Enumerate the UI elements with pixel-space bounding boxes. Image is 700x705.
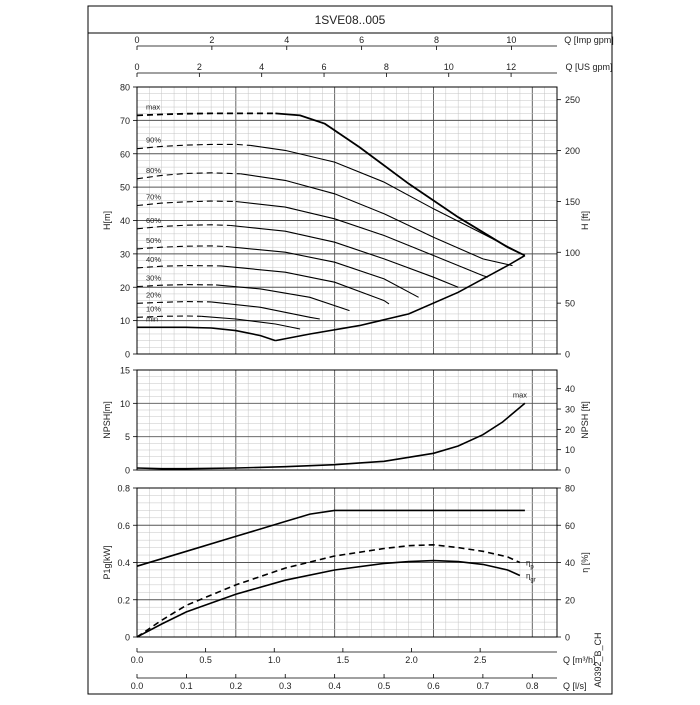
npsh-panel [102, 366, 590, 476]
power-left-tick-label: 0 [124, 632, 130, 643]
head-series-label-60pct: 60% [146, 215, 162, 225]
head-ylabel: H[m] [102, 211, 112, 230]
head-series-label-70pct: 70% [146, 192, 162, 202]
head-series-20pct-line [211, 302, 320, 319]
power-series-gr-line [137, 561, 520, 637]
head-top-tick-label: 10 [506, 35, 517, 45]
power-series-label-gr: $\eta_{gr}$ [525, 571, 536, 584]
npsh-left-tick-label: 10 [119, 398, 130, 409]
npsh-series-max-line [137, 403, 525, 468]
power-bottom-tick-label: 0.4 [328, 681, 341, 691]
npsh-grid [137, 370, 557, 470]
power-bottom-tick-label: 0.0 [130, 655, 144, 665]
power-right-tick-label: 0 [565, 632, 571, 643]
head-top-tick-label: 4 [284, 35, 290, 45]
head-series-label-40pct: 40% [146, 254, 162, 264]
power-ylabel-right: η [%] [580, 552, 590, 573]
npsh-right-tick-label: 0 [565, 465, 571, 476]
power-bottom-tick-label: 0.0 [130, 681, 144, 691]
npsh-ylabel-right: NPSH [ft] [580, 401, 590, 439]
head-top-axis-label: Q [Imp gpm] [564, 35, 614, 45]
chart-title: 1SVE08..005 [314, 13, 386, 27]
power-series-label-p: $\eta_p$ [525, 558, 534, 571]
power-right-tick-label: 80 [565, 483, 576, 494]
power-bottom-axis-label: Q [l/s] [563, 681, 587, 691]
npsh-ylabel: NPSH[m] [102, 401, 112, 439]
head-top-tick-label: 4 [259, 62, 265, 72]
power-bottom-axis-label: Q [m³/h] [563, 655, 596, 665]
npsh-right-tick-label: 40 [565, 384, 576, 395]
head-left-tick-label: 0 [124, 349, 130, 360]
side-code-label: A0392_B_CH [593, 632, 603, 688]
head-top-axis-label: Q [US gpm] [565, 62, 613, 72]
power-bottom-tick-label: 2.5 [473, 655, 487, 665]
head-left-tick-label: 30 [119, 249, 130, 260]
head-series-label-10pct: 10% [146, 304, 162, 314]
figure-frame [88, 6, 612, 694]
power-bottom-tick-label: 0.2 [229, 681, 243, 691]
head-ylabel-right: H [ft] [580, 210, 590, 231]
head-left-tick-label: 70 [119, 115, 130, 126]
head-top-tick-label: 2 [196, 62, 202, 72]
head-grid [137, 87, 557, 354]
npsh-series-label-max: max [512, 390, 528, 400]
head-top-tick-label: 0 [134, 35, 140, 45]
head-series-label-20pct: 20% [146, 290, 162, 300]
power-series-p-line [137, 545, 520, 637]
power-bottom-tick-label: 1.5 [336, 655, 350, 665]
power-bottom-tick-label: 0.1 [180, 681, 193, 691]
head-left-tick-label: 10 [119, 316, 130, 327]
head-series-label-max: max [146, 102, 161, 112]
head-right-tick-label: 0 [565, 349, 571, 360]
head-right-tick-label: 100 [565, 247, 581, 258]
head-top-tick-label: 6 [359, 35, 365, 45]
head-left-tick-label: 50 [119, 182, 130, 193]
head-series-30pct-dashed [137, 285, 216, 287]
head-right-tick-label: 50 [565, 298, 576, 309]
head-right-tick-label: 200 [565, 146, 581, 157]
head-series-label-50pct: 50% [146, 235, 162, 245]
panels-group [102, 35, 614, 691]
power-series-unnamed-line [137, 510, 525, 566]
power-ylabel: P1g[kW] [102, 545, 112, 580]
head-series-label-min: min [146, 314, 159, 324]
power-bottom-tick-label: 1.0 [267, 655, 281, 665]
power-right-tick-label: 60 [565, 520, 576, 531]
head-series-60pct-dashed [137, 225, 231, 229]
power-right-tick-label: 20 [565, 595, 576, 606]
head-series-label-80pct: 80% [146, 165, 162, 175]
head-series-70pct-line [236, 202, 488, 278]
npsh-right-tick-label: 30 [565, 404, 576, 415]
head-series-label-90pct: 90% [146, 135, 162, 145]
head-series-90pct-dashed [137, 144, 251, 148]
power-bottom-tick-label: 0.6 [427, 681, 440, 691]
power-left-tick-label: 0.4 [117, 558, 130, 568]
head-right-tick-label: 150 [565, 196, 581, 207]
npsh-left-tick-label: 15 [119, 365, 130, 376]
power-left-tick-label: 0.6 [117, 520, 130, 531]
head-series-60pct-line [231, 226, 458, 288]
power-left-tick-label: 0.2 [117, 595, 130, 606]
head-top-tick-label: 8 [434, 35, 440, 45]
head-top-tick-label: 8 [383, 62, 389, 72]
power-bottom-tick-label: 2.0 [405, 655, 418, 665]
head-top-tick-label: 0 [134, 62, 140, 72]
head-top-tick-label: 10 [443, 62, 454, 72]
npsh-left-tick-label: 5 [124, 432, 130, 443]
power-bottom-tick-label: 0.7 [476, 681, 490, 691]
power-panel [102, 484, 596, 692]
npsh-left-tick-label: 0 [124, 465, 130, 476]
head-right-tick-label: 250 [565, 95, 581, 106]
head-panel [102, 35, 614, 360]
head-top-tick-label: 2 [209, 35, 215, 45]
power-right-tick-label: 40 [565, 558, 576, 568]
head-left-tick-label: 80 [119, 82, 130, 93]
power-left-tick-label: 0.8 [117, 483, 130, 494]
head-series-label-30pct: 30% [146, 273, 162, 283]
power-bottom-tick-label: 0.5 [377, 681, 391, 691]
head-top-tick-label: 6 [321, 62, 327, 72]
power-bottom-tick-label: 0.8 [526, 681, 539, 691]
head-left-tick-label: 40 [119, 216, 130, 226]
npsh-right-tick-label: 10 [565, 445, 576, 456]
power-bottom-tick-label: 0.3 [278, 681, 292, 691]
npsh-right-tick-label: 20 [565, 424, 576, 435]
head-series-max-line [275, 113, 525, 255]
head-left-tick-label: 60 [119, 149, 130, 160]
power-bottom-tick-label: 0.5 [199, 655, 212, 665]
head-left-tick-label: 20 [119, 282, 130, 293]
head-top-tick-label: 12 [506, 62, 517, 72]
